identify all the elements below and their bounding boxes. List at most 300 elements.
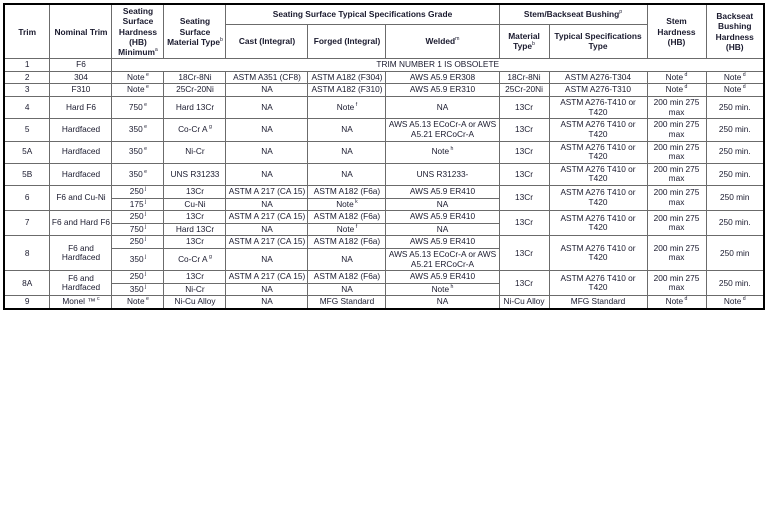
col-welded-label: Welded — [425, 36, 456, 47]
cell-bushing-material — [499, 119, 549, 141]
footnote-marker: a — [154, 47, 158, 54]
cell-nominal-trim — [50, 211, 112, 236]
cell-seating-hardness — [112, 97, 164, 119]
cell-cast-integral — [226, 84, 308, 97]
cell-backseat-hardness — [706, 236, 764, 271]
cell-forged-integral-text: ASTM A182 (F6a) — [313, 271, 381, 282]
footnote-marker: d — [683, 296, 688, 303]
cell-bushing-typical-specs — [549, 71, 647, 84]
cell-seating-hardness-text: 250 — [129, 271, 144, 282]
table-row — [4, 119, 764, 141]
cell-backseat-hardness-text: 250 min. — [718, 146, 751, 157]
cell-welded-text: UNS R31233- — [416, 168, 469, 179]
cell-seating-hardness — [112, 236, 164, 249]
cell-welded — [386, 71, 499, 84]
cell-seating-material-text: Cu-Ni — [184, 198, 206, 209]
cell-bushing-material-text: 18Cr-8Ni — [507, 71, 541, 82]
footnote-marker: e — [144, 72, 149, 79]
cell-forged-integral-text: MFG Standard — [319, 296, 375, 307]
cell-bushing-material — [499, 185, 549, 210]
col-welded — [386, 24, 499, 59]
cell-seating-material-text: 13Cr — [185, 185, 204, 196]
cell-seating-hardness-text: 175 — [129, 198, 144, 209]
cell-trim — [4, 59, 50, 72]
footnote-marker: d — [741, 72, 746, 79]
cell-stem-hardness-text: 200 min 275 max — [653, 272, 700, 293]
table-row — [4, 296, 764, 309]
cell-seating-hardness — [112, 223, 164, 236]
cell-seating-hardness-text: 250 — [129, 185, 144, 196]
cell-bushing-material-text: 13Cr — [515, 124, 533, 135]
cell-stem-hardness-text: Note — [665, 71, 684, 82]
col-group-stem-backseat-bushing — [499, 4, 647, 24]
cell-trim — [4, 84, 50, 97]
cell-stem-hardness-text: Note — [665, 84, 684, 95]
cell-bushing-typical-specs — [549, 163, 647, 185]
cell-bushing-typical-specs — [549, 296, 647, 309]
footnote-marker: d — [683, 84, 688, 91]
cell-backseat-hardness-text: 250 min. — [718, 277, 751, 288]
cell-trim-text: 7 — [24, 217, 30, 228]
cell-cast-integral — [226, 223, 308, 236]
cell-cast-integral-text: NA — [261, 124, 273, 135]
cell-nominal-trim — [50, 59, 112, 72]
cell-cast-integral — [226, 198, 308, 211]
cell-stem-hardness — [647, 211, 706, 236]
footnote-marker: e — [142, 168, 148, 175]
cell-nominal-trim — [50, 84, 112, 97]
cell-trim-text: 8A — [22, 277, 33, 288]
footnote-marker: m — [455, 36, 460, 43]
cell-forged-integral-text: NA — [341, 146, 353, 157]
cell-bushing-material — [499, 163, 549, 185]
cell-backseat-hardness-text: 250 min. — [718, 101, 751, 112]
cell-seating-material-text: 13Cr — [185, 236, 204, 247]
cell-stem-hardness-text: 200 min 275 max — [653, 212, 700, 233]
cell-cast-integral-text: NA — [261, 253, 273, 264]
table-row — [4, 185, 764, 198]
cell-bushing-material-text: 13Cr — [515, 101, 533, 112]
cell-nominal-trim — [50, 271, 112, 296]
cell-seating-material-text: 13Cr — [185, 271, 204, 282]
cell-stem-hardness-text: 200 min 275 max — [653, 242, 700, 263]
cell-nominal-trim — [50, 97, 112, 119]
cell-cast-integral-text: NA — [261, 198, 273, 209]
cell-stem-hardness — [647, 97, 706, 119]
cell-bushing-typical-specs — [549, 119, 647, 141]
cell-welded — [386, 211, 499, 224]
cell-trim — [4, 185, 50, 210]
cell-stem-hardness — [647, 119, 706, 141]
cell-welded-text: AWS A5.9 ER310 — [409, 84, 476, 95]
cell-nominal-trim — [50, 163, 112, 185]
footnote-marker: b — [219, 36, 223, 43]
col-group-seating-grade: Seating Surface Typical Specifications Grade — [226, 4, 499, 24]
cell-bushing-material — [499, 236, 549, 271]
cell-forged-integral — [308, 271, 386, 284]
cell-cast-integral-text: NA — [261, 296, 273, 307]
cell-forged-integral — [308, 84, 386, 97]
cell-cast-integral-text: ASTM A 217 (CA 15) — [228, 271, 306, 282]
footnote-marker: e — [144, 84, 149, 91]
cell-seating-material-text: 13Cr — [185, 211, 204, 222]
footnote-marker: f — [354, 102, 358, 109]
cell-backseat-hardness — [706, 119, 764, 141]
cell-welded-text: AWS A5.9 ER308 — [409, 71, 476, 82]
cell-stem-hardness — [647, 71, 706, 84]
cell-welded-text: Note — [431, 146, 450, 157]
cell-obsolete-notice-text: TRIM NUMBER 1 IS OBSOLETE — [376, 59, 500, 70]
cell-bushing-material — [499, 271, 549, 296]
cell-bushing-typical-specs-text: ASTM A276 T410 or T420 — [560, 163, 636, 184]
cell-stem-hardness-text: 200 min 275 max — [653, 119, 700, 139]
cell-cast-integral-text: NA — [261, 223, 273, 234]
cell-welded — [386, 249, 499, 271]
cell-seating-material-text: Ni-Cr — [185, 146, 205, 157]
cell-backseat-hardness — [706, 296, 764, 309]
cell-seating-material — [164, 198, 226, 211]
cell-nominal-trim-text: F6 and Hardfaced — [61, 242, 101, 263]
cell-nominal-trim-text: Hardfaced — [61, 124, 101, 135]
footnote-marker: j — [143, 186, 147, 193]
cell-cast-integral-text: NA — [261, 146, 273, 157]
cell-welded — [386, 119, 499, 141]
cell-trim — [4, 163, 50, 185]
cell-trim — [4, 211, 50, 236]
cell-backseat-hardness-text: 250 min — [720, 192, 750, 203]
col-backseat-bushing-hardness: Backseat Bushing Hardness (HB) — [706, 4, 764, 59]
cell-seating-hardness — [112, 271, 164, 284]
cell-cast-integral — [226, 97, 308, 119]
col-forged-integral: Forged (Integral) — [308, 24, 386, 59]
cell-backseat-hardness — [706, 84, 764, 97]
cell-seating-hardness — [112, 84, 164, 97]
cell-nominal-trim-text: F310 — [71, 84, 91, 95]
cell-seating-material — [164, 211, 226, 224]
cell-trim — [4, 71, 50, 84]
footnote-marker: f — [354, 224, 358, 231]
cell-forged-integral — [308, 97, 386, 119]
cell-backseat-hardness-text: Note — [723, 296, 742, 307]
cell-forged-integral — [308, 198, 386, 211]
cell-welded-text: AWS A5.9 ER410 — [409, 236, 476, 247]
cell-bushing-typical-specs-text: ASTM A276 T410 or T420 — [560, 242, 636, 263]
cell-bushing-typical-specs — [549, 141, 647, 163]
cell-seating-material-text: 18Cr-8Ni — [178, 71, 212, 82]
footnote-marker: h — [449, 284, 454, 291]
cell-welded — [386, 97, 499, 119]
cell-seating-hardness — [112, 198, 164, 211]
cell-bushing-typical-specs — [549, 271, 647, 296]
cell-backseat-hardness-text: Note — [723, 71, 742, 82]
cell-welded — [386, 141, 499, 163]
cell-bushing-material — [499, 211, 549, 236]
cell-stem-hardness — [647, 141, 706, 163]
cell-welded-text: AWS A5.9 ER410 — [409, 271, 476, 282]
cell-seating-material — [164, 119, 226, 141]
cell-stem-hardness — [647, 84, 706, 97]
cell-backseat-hardness — [706, 71, 764, 84]
cell-seating-hardness — [112, 185, 164, 198]
cell-stem-hardness-text: 200 min 275 max — [653, 141, 700, 162]
cell-stem-hardness — [647, 185, 706, 210]
cell-cast-integral — [226, 71, 308, 84]
valve-trim-specifications-table — [3, 3, 765, 310]
cell-trim — [4, 271, 50, 296]
cell-nominal-trim-text: Monel ™ — [62, 296, 96, 307]
cell-trim-text: 6 — [24, 192, 30, 203]
cell-bushing-material — [499, 296, 549, 309]
cell-trim-text: 5 — [24, 124, 30, 135]
footnote-marker: b — [532, 41, 535, 48]
table-row — [4, 97, 764, 119]
cell-bushing-typical-specs-text: ASTM A276 T410 or T420 — [560, 119, 636, 139]
cell-bushing-typical-specs — [549, 211, 647, 236]
cell-cast-integral — [226, 271, 308, 284]
table-header — [4, 4, 764, 59]
cell-forged-integral — [308, 119, 386, 141]
cell-welded-text: NA — [436, 296, 449, 307]
cell-welded-text: AWS A5.13 ECoCr-A or AWS A5.21 ERCoCr-A — [388, 249, 497, 269]
cell-backseat-hardness-text: 250 min — [720, 247, 750, 258]
cell-stem-hardness — [647, 236, 706, 271]
col-trim: Trim — [4, 4, 50, 59]
cell-bushing-typical-specs-text: MFG Standard — [570, 296, 626, 307]
cell-forged-integral — [308, 249, 386, 271]
footnote-marker: g — [207, 124, 212, 131]
cell-welded — [386, 84, 499, 97]
cell-seating-hardness — [112, 119, 164, 141]
cell-forged-integral — [308, 141, 386, 163]
cell-welded-text: NA — [436, 223, 449, 234]
cell-trim-text: 8 — [24, 247, 30, 258]
cell-nominal-trim — [50, 71, 112, 84]
cell-forged-integral-text: ASTM A182 (F304) — [311, 71, 383, 82]
cell-trim-text: 4 — [24, 101, 30, 112]
cell-stem-hardness-text: Note — [665, 296, 684, 307]
cell-welded-text: AWS A5.9 ER410 — [409, 211, 476, 222]
header-group-row — [4, 4, 764, 24]
cell-bushing-material — [499, 84, 549, 97]
cell-bushing-material — [499, 97, 549, 119]
cell-seating-hardness — [112, 163, 164, 185]
cell-forged-integral-text: ASTM A182 (F310) — [311, 84, 383, 95]
cell-trim — [4, 296, 50, 309]
cell-forged-integral-text: NA — [341, 283, 353, 294]
col-group-stem-backseat-label: Stem/Backseat Bushing — [523, 9, 620, 20]
cell-bushing-typical-specs-text: ASTM A276 T410 or T420 — [560, 272, 636, 293]
cell-bushing-material-text: 13Cr — [515, 146, 533, 157]
cell-cast-integral-text: ASTM A 217 (CA 15) — [228, 185, 306, 196]
cell-forged-integral — [308, 283, 386, 296]
col-seating-hardness-label: Seating Surface Hardness (HB) Minimum — [118, 6, 158, 57]
cell-bushing-typical-specs-text: ASTM A276-T410 or T420 — [560, 97, 636, 117]
cell-trim-text: 5B — [22, 168, 33, 179]
cell-nominal-trim-text: Hardfaced — [61, 146, 101, 157]
cell-nominal-trim-text: F6 and Hard F6 — [51, 217, 111, 228]
cell-obsolete-notice — [112, 59, 764, 72]
cell-backseat-hardness — [706, 271, 764, 296]
cell-forged-integral-text: Note — [336, 198, 354, 209]
cell-cast-integral-text: NA — [261, 101, 273, 112]
cell-backseat-hardness-text: Note — [723, 84, 742, 95]
cell-cast-integral-text: NA — [261, 283, 273, 294]
cell-backseat-hardness — [706, 97, 764, 119]
cell-welded — [386, 198, 499, 211]
cell-seating-material — [164, 185, 226, 198]
cell-welded-text: Note — [431, 283, 450, 294]
cell-welded-text: NA — [436, 198, 449, 209]
cell-bushing-material-text: 13Cr — [515, 168, 533, 179]
cell-cast-integral — [226, 211, 308, 224]
cell-backseat-hardness-text: 250 min. — [718, 168, 751, 179]
cell-welded — [386, 283, 499, 296]
footnote-marker: j — [143, 198, 147, 205]
footnote-marker: g — [207, 254, 212, 261]
cell-trim-text: 2 — [24, 71, 30, 82]
cell-seating-hardness-text: 350 — [128, 168, 143, 179]
cell-seating-material — [164, 249, 226, 271]
cell-seating-material — [164, 141, 226, 163]
cell-bushing-material-text: 13Cr — [515, 247, 533, 258]
cell-bushing-material-text: Ni-Cu Alloy — [503, 296, 545, 307]
cell-forged-integral — [308, 296, 386, 309]
cell-seating-material — [164, 271, 226, 284]
cell-seating-material-text: 25Cr-20Ni — [176, 84, 214, 95]
cell-welded-text: NA — [436, 101, 449, 112]
table-row — [4, 236, 764, 249]
cell-seating-material — [164, 163, 226, 185]
cell-seating-material-text: Co-Cr A — [178, 253, 208, 264]
cell-trim — [4, 119, 50, 141]
table-row — [4, 71, 764, 84]
cell-seating-hardness-text: 250 — [129, 236, 144, 247]
cell-cast-integral — [226, 283, 308, 296]
cell-seating-hardness — [112, 211, 164, 224]
cell-seating-material — [164, 84, 226, 97]
cell-seating-hardness — [112, 296, 164, 309]
cell-bushing-typical-specs — [549, 84, 647, 97]
cell-seating-hardness-text: 350 — [129, 283, 144, 294]
cell-seating-material-text: Co-Cr A — [178, 124, 208, 135]
cell-backseat-hardness — [706, 163, 764, 185]
cell-forged-integral — [308, 71, 386, 84]
footnote-marker: j — [143, 211, 147, 218]
table-row — [4, 59, 764, 72]
cell-cast-integral-text: NA — [261, 84, 273, 95]
footnote-marker: d — [741, 296, 746, 303]
col-bushing-material-type-label: Material Type — [508, 31, 540, 52]
cell-trim-text: 5A — [22, 146, 33, 157]
cell-seating-material-text: Ni-Cr — [185, 283, 205, 294]
cell-seating-hardness — [112, 283, 164, 296]
cell-seating-hardness-text: 250 — [129, 211, 144, 222]
footnote-marker: c — [95, 296, 100, 303]
table-row — [4, 271, 764, 284]
cell-welded-text: AWS A5.9 ER410 — [409, 185, 476, 196]
cell-bushing-material — [499, 141, 549, 163]
cell-seating-hardness-text: Note — [127, 71, 145, 82]
cell-cast-integral — [226, 296, 308, 309]
col-bushing-material-type — [499, 24, 549, 59]
col-seating-material-type — [164, 4, 226, 59]
cell-welded — [386, 236, 499, 249]
cell-trim — [4, 97, 50, 119]
cell-nominal-trim — [50, 296, 112, 309]
cell-bushing-material-text: 25Cr-20Ni — [505, 84, 543, 95]
table-row — [4, 84, 764, 97]
cell-bushing-typical-specs — [549, 185, 647, 210]
cell-nominal-trim — [50, 119, 112, 141]
cell-forged-integral — [308, 223, 386, 236]
cell-cast-integral — [226, 185, 308, 198]
cell-welded — [386, 163, 499, 185]
col-cast-integral: Cast (Integral) — [226, 24, 308, 59]
cell-backseat-hardness-text: 250 min. — [718, 217, 751, 228]
cell-seating-material — [164, 296, 226, 309]
cell-stem-hardness — [647, 271, 706, 296]
footnote-marker: d — [741, 84, 746, 91]
cell-cast-integral — [226, 141, 308, 163]
cell-bushing-typical-specs — [549, 236, 647, 271]
cell-seating-hardness-text: 750 — [128, 101, 143, 112]
cell-welded — [386, 223, 499, 236]
cell-welded — [386, 185, 499, 198]
table-body — [4, 59, 764, 309]
cell-seating-material-text: UNS R31233 — [170, 168, 220, 179]
table-row — [4, 211, 764, 224]
cell-seating-hardness — [112, 141, 164, 163]
cell-welded — [386, 271, 499, 284]
cell-cast-integral — [226, 249, 308, 271]
cell-seating-material — [164, 223, 226, 236]
col-bushing-typical-specs: Typical Specifications Type — [549, 24, 647, 59]
cell-seating-material — [164, 236, 226, 249]
cell-seating-material-text: Hard 13Cr — [175, 223, 215, 234]
cell-seating-hardness-text: 750 — [129, 223, 144, 234]
cell-backseat-hardness — [706, 185, 764, 210]
cell-seating-hardness-text: 350 — [129, 253, 144, 264]
cell-bushing-material-text: 13Cr — [515, 277, 533, 288]
table-row — [4, 163, 764, 185]
cell-forged-integral — [308, 185, 386, 198]
cell-cast-integral-text: ASTM A 217 (CA 15) — [228, 211, 306, 222]
cell-trim — [4, 236, 50, 271]
cell-stem-hardness — [647, 163, 706, 185]
cell-stem-hardness — [647, 296, 706, 309]
cell-nominal-trim-text: F6 and Hardfaced — [61, 272, 101, 293]
cell-backseat-hardness — [706, 141, 764, 163]
cell-seating-material — [164, 283, 226, 296]
cell-trim-text: 1 — [24, 59, 30, 70]
cell-bushing-material-text: 13Cr — [515, 192, 533, 203]
footnote-marker: e — [142, 146, 148, 153]
cell-backseat-hardness — [706, 211, 764, 236]
cell-stem-hardness-text: 200 min 275 max — [653, 163, 700, 184]
cell-trim-text: 9 — [24, 296, 30, 307]
cell-seating-hardness — [112, 71, 164, 84]
cell-seating-hardness-text: 350 — [128, 146, 143, 157]
cell-bushing-material-text: 13Cr — [515, 217, 533, 228]
cell-nominal-trim — [50, 141, 112, 163]
cell-seating-hardness-text: 350 — [128, 124, 143, 135]
cell-seating-hardness-text: Note — [127, 296, 145, 307]
cell-bushing-typical-specs — [549, 97, 647, 119]
cell-trim-text: 3 — [24, 84, 30, 95]
footnote-marker: p — [619, 9, 623, 16]
cell-nominal-trim-text: 304 — [74, 71, 88, 82]
cell-bushing-typical-specs-text: ASTM A276 T410 or T420 — [560, 187, 636, 208]
